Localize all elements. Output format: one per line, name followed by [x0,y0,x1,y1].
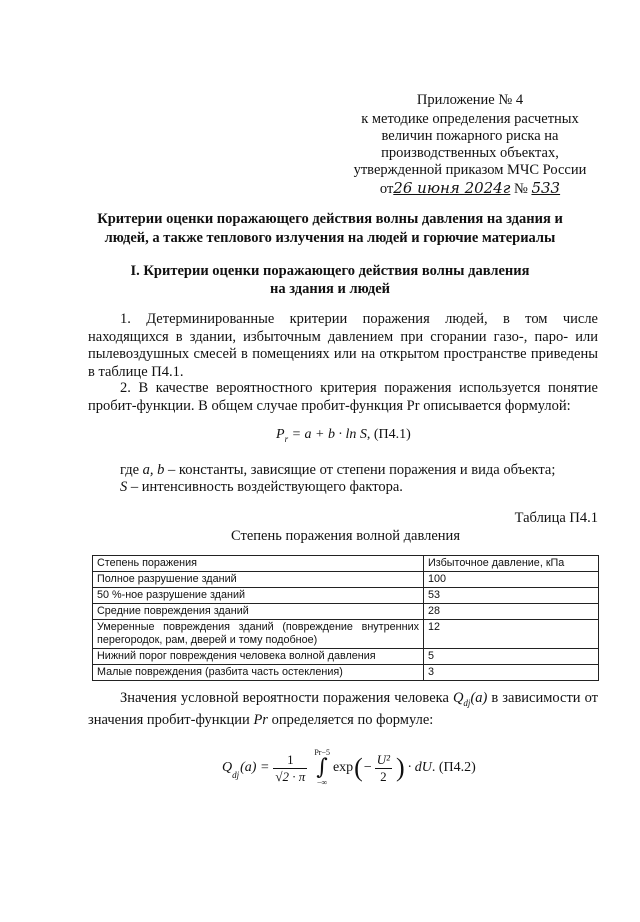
formula2-fraction [273,752,307,785]
where-ab-text: – константы, зависящие от степени поражения и вида объекта; [164,462,556,478]
table-cell: Умеренные повреждения зданий (повреждение внутренних перегородок, рам, дверей и тому подобное) [93,620,424,649]
main-title-line-2: людей, а также теплового излучения на людей и горючие материалы [104,230,556,246]
p3-part2: в зависимости от значения пробит-функции [88,690,599,729]
formula2-lhs-arg: (a) = [240,760,270,775]
formula2-int-upper: Pr−5 [314,748,330,757]
table-cell: 50 %-ное разрушение зданий [93,588,424,604]
p3-var1-arg: (a) [470,690,488,706]
table-header-cell: Избыточное давление, кПа [424,556,599,572]
formula2-frac-num: 1 [273,752,307,769]
table-cell: 5 [424,649,599,665]
table-label: Таблица П4.1 [514,510,598,526]
formula1-lhs: P [276,427,285,442]
table-cell: Малые повреждения (разбита часть остекления) [93,665,424,681]
table-cell: Полное разрушение зданий [93,572,424,588]
table-cell: 53 [424,588,599,604]
formula2-inner-num: U² [376,751,391,767]
p3-var2: Pr [253,712,268,729]
table-row [93,620,599,649]
handwritten-date: 26 июня 2024г [393,179,511,197]
damage-table [92,555,599,681]
number-prefix: № [513,181,528,197]
header-line-4: утвержденной приказом МЧС России [353,162,587,178]
main-title-line-1: Критерии оценки поражающего действия волны давления на здания и [97,211,563,227]
where-s-text: – интенсивность воздействующего фактора. [127,479,403,495]
where-s-definition [120,479,600,497]
paragraph-3 [88,690,598,730]
p3-var1-sub: dj [463,697,471,708]
table-cell: Нижний порог повреждения человека волной давления [93,649,424,665]
order-date-number [330,179,610,199]
formula2-inner-fraction [375,752,392,785]
formula-p4-2: Q $_{dj}$ (a) = $\frac{1}{√2 \cdot \pi}$ Pr−5 ∫ −∞ exp ( − $\frac{\text{U²}}{2}$ ) · dU . (П4.2) [222,748,476,787]
header-line-2: величин пожарного риска на [381,128,559,144]
formula-p4-1 [276,427,411,444]
p3-var1: Q [452,690,464,706]
formula2-integral [314,749,330,787]
table-cell: 12 [424,620,599,649]
formula2-tail: · dU [407,760,432,775]
table-header-row [93,556,599,572]
section-title-line-1: I. Критерии оценки поражающего действия волны давления [130,263,530,279]
paragraph-1: 1. Детерминированные критерии поражения людей, в том числе находящихся в здании, избыточным давлением при сгорании газо-, паро- или пылевоздушных смесей в помещениях или на открытом пространстве приведены в таблице П4.1. [88,311,598,380]
p3-part3: определяется по формуле: [267,712,434,729]
table-cell: Средние повреждения зданий [93,604,424,620]
table-row [93,649,599,665]
table-header-cell: Степень поражения [93,556,424,572]
table-row [93,588,599,604]
formula2-exp: exp [332,760,354,775]
table-cell: 3 [424,665,599,681]
table-row [93,604,599,620]
formula2-lhs-sub: dj [232,770,240,780]
table-row [93,572,599,588]
formula2-label: . (П4.2) [431,760,476,775]
paragraph-2: 2. В качестве вероятностного критерия поражения используется понятие пробит-функции. В общем случае пробит-функция Pr описывается формулой: [88,380,598,414]
header-line-1: к методике определения расчетных [361,111,579,127]
handwritten-number: 533 [531,179,561,197]
table-cell: 100 [424,572,599,588]
where-ab-definition [120,462,600,480]
integral-symbol: ∫ [316,755,328,780]
p3-part1: Значения условной вероятности поражения человека [120,690,453,706]
date-prefix: от [379,181,394,197]
where-ab-prefix: где [120,462,143,478]
formula2-int-lower: −∞ [317,778,328,787]
table-cell: 28 [424,604,599,620]
appendix-number: Приложение № 4 [416,92,524,108]
where-s-var: S [120,479,128,495]
formula1-rhs: = a + b · ln S [288,427,367,442]
where-ab-vars: a, b [142,462,165,478]
formula2-inner-den: 2 [380,768,387,784]
formula2-frac-den: √2 · π [275,768,306,784]
header-line-3: производственных объектах, [381,145,559,161]
table-row [93,665,599,681]
formula1-label: , (П4.1) [366,427,411,442]
table-caption: Степень поражения волной давления [231,528,460,544]
formula1-lhs-sub: r [284,433,289,444]
formula2-lhs: Q [222,760,233,775]
section-title-line-2: на здания и людей [269,281,391,297]
